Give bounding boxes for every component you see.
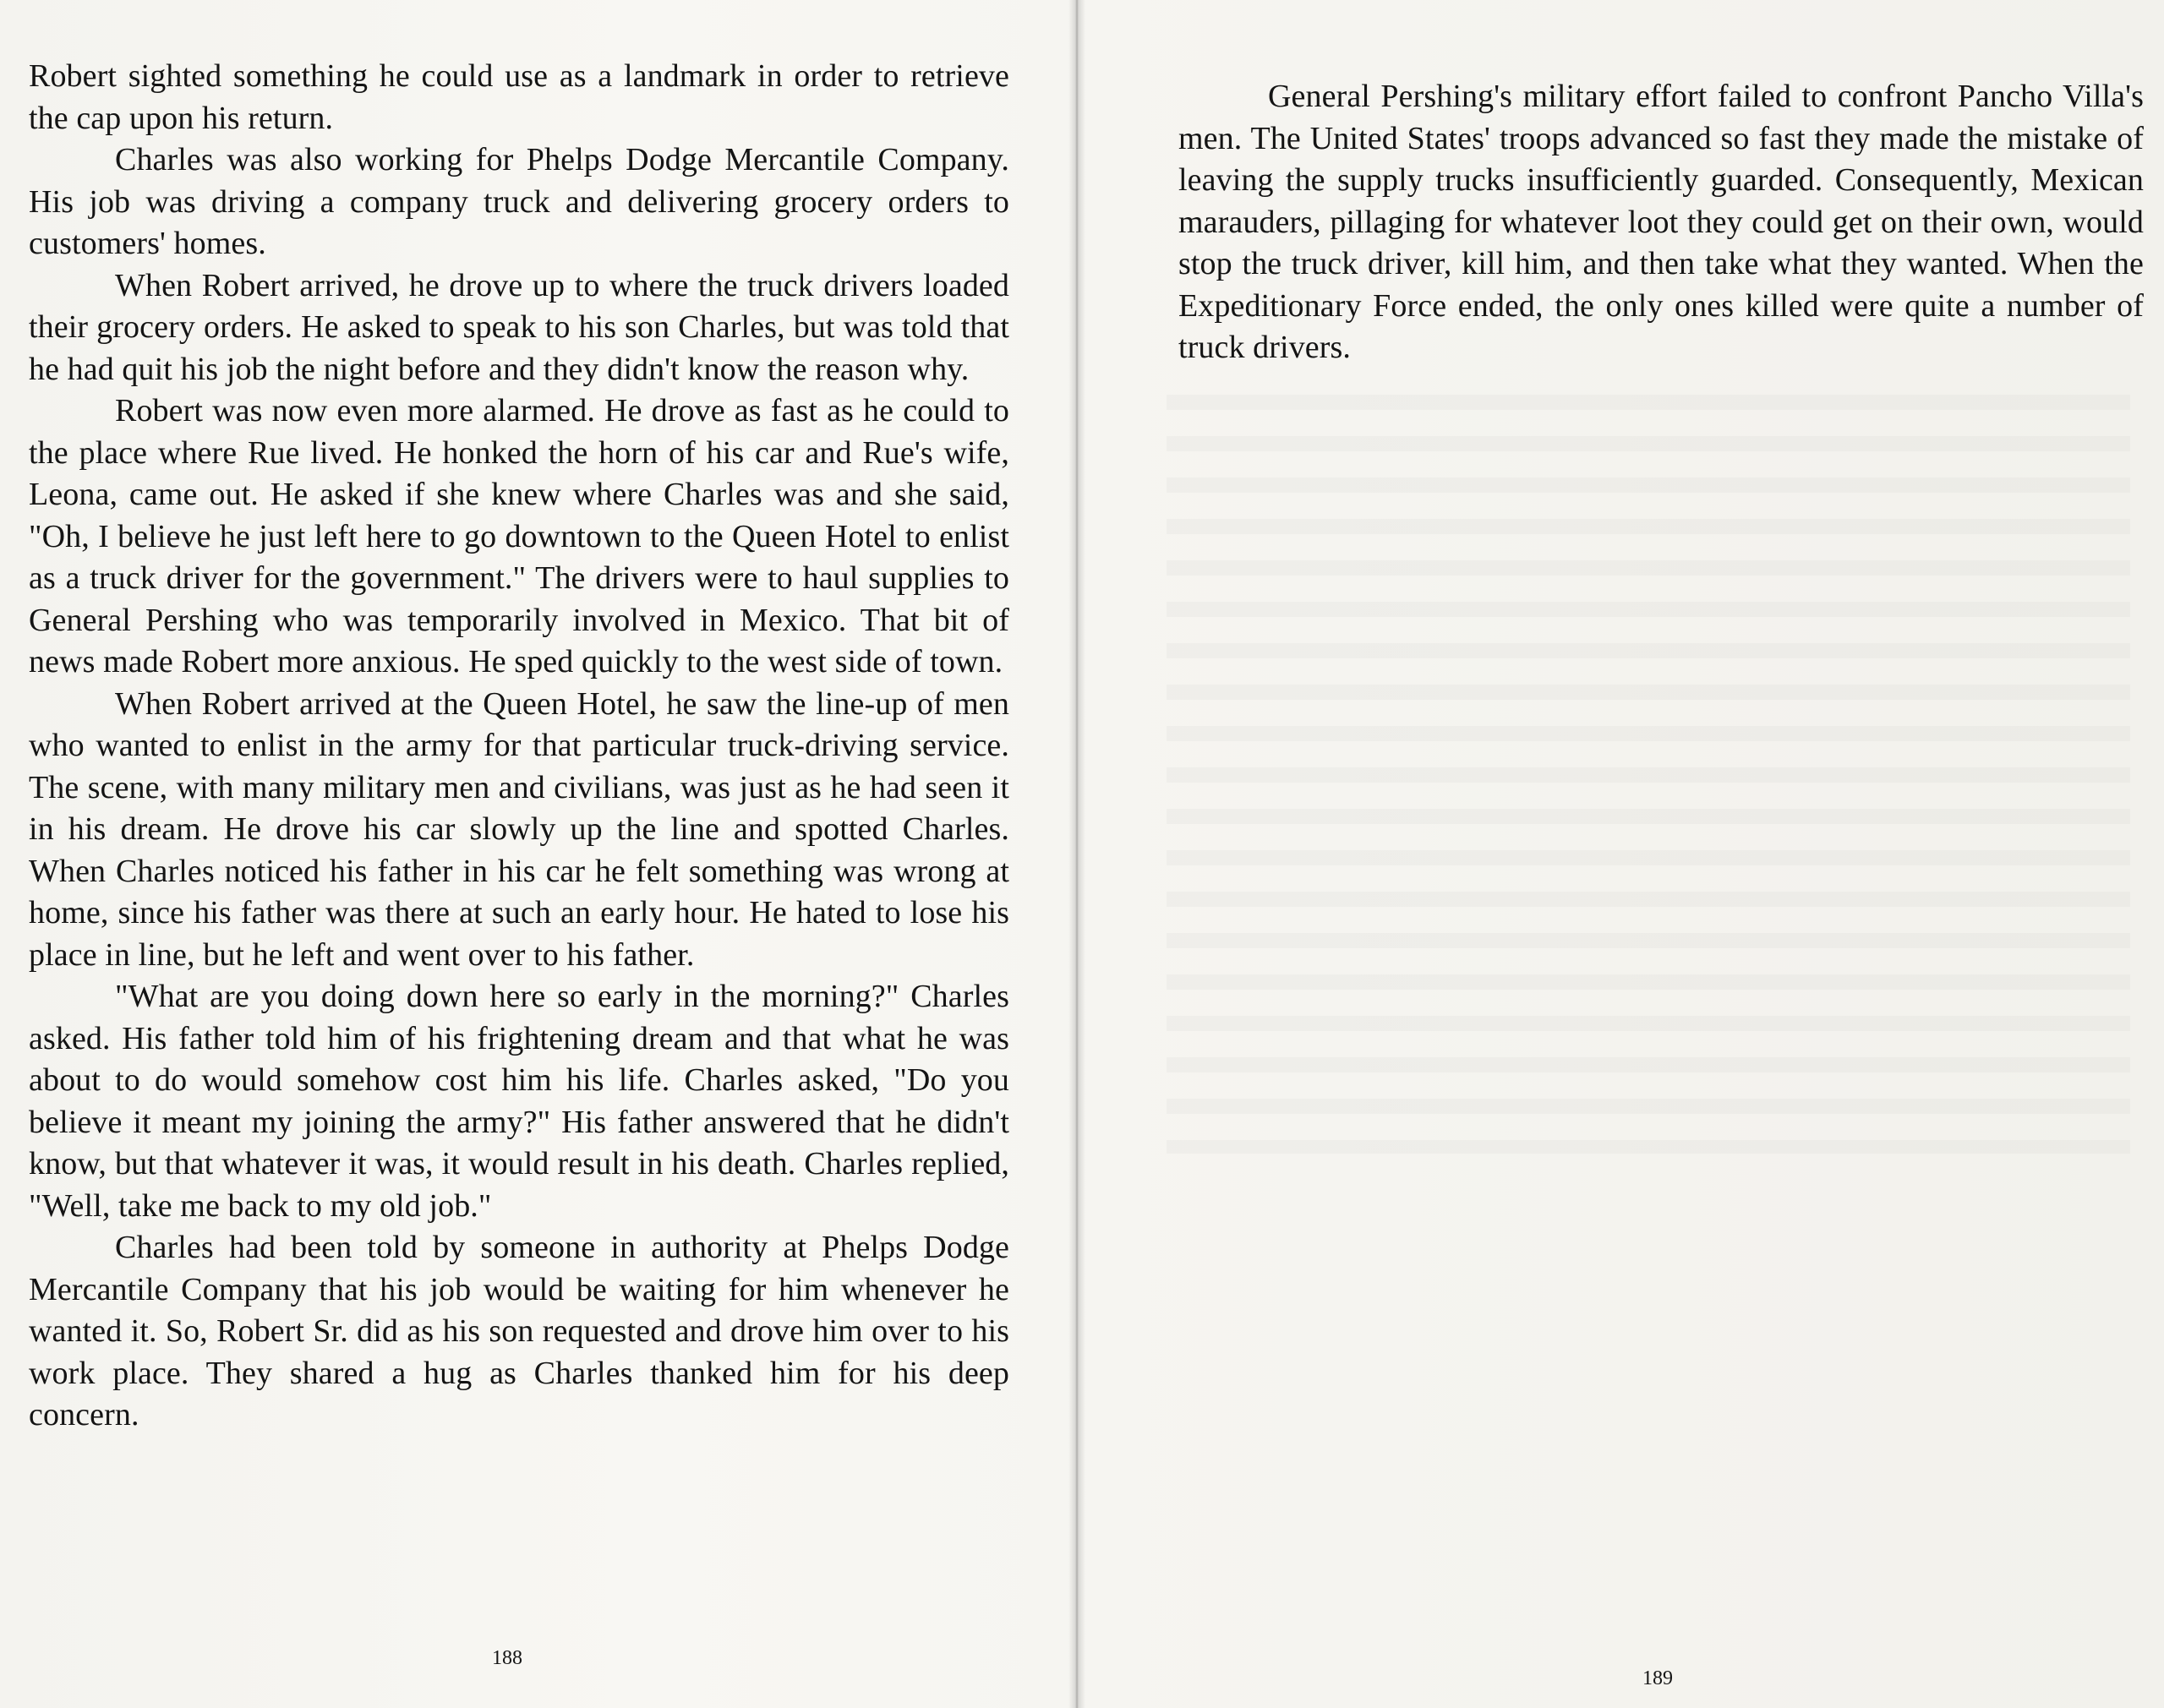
page-number: 189 (1642, 1667, 1673, 1689)
page-number: 188 (492, 1647, 522, 1669)
paragraph: "What are you doing down here so early in the morning?" Charles asked. His father told him of his frightening dream and that what he was about to do would somehow cost him his life. Charles asked, "Do you believe it meant my joining the army?" His father answered that he didn't know, but that whatever it was, it would result in his death. Charles replied, "Well, take me back to my old job." (29, 979, 1009, 1224)
left-page (0, 0, 1068, 1708)
right-page-body (1178, 76, 2144, 369)
paragraph: Charles was also working for Phelps Dodge Mercantile Company. His job was driving a company truck and delivering grocery orders to customers' homes. (29, 142, 1009, 261)
right-page (1085, 0, 2164, 1708)
paragraph: When Robert arrived at the Queen Hotel, he saw the line-up of men who wanted to enlist in the army for that particular truck-driving service. The scene, with many military men and civilians, was just as he had seen it in his dream. He drove his car slowly up the line and spotted Charles. When Charles noticed his father in his car he felt something was wrong at home, since his father was there at such an early hour. He hated to lose his place in line, but he left and went over to his father. (29, 685, 1009, 973)
left-page-body (29, 56, 1009, 1437)
paragraph: Charles had been told by someone in authority at Phelps Dodge Mercantile Company that his job would be waiting for him whenever he wanted it. So, Robert Sr. did as his son requested and drove him over to his work place. They shared a hug as Charles thanked him for his deep concern. (29, 1230, 1009, 1432)
book-gutter (1068, 0, 1085, 1708)
paragraph: When Robert arrived, he drove up to where the truck drivers loaded their grocery orders. He asked to speak to his son Charles, but was told that he had quit his job the night before and they didn't know the reason why. (29, 267, 1009, 387)
paragraph: Robert was now even more alarmed. He drove as fast as he could to the place where Rue lived. He honked the horn of his car and Rue's wife, Leona, came out. He asked if she knew where Charles was and she said, "Oh, I believe he just left here to go downtown to the Queen Hotel to enlist as a truck driver for the government." The drivers were to haul supplies to General Pershing who was temporarily involved in Mexico. That bit of news made Robert more anxious. He sped quickly to the west side of town. (29, 393, 1009, 679)
paragraph: General Pershing's military effort failed to confront Pancho Villa's men. The United States' troops advanced so fast they made the mistake of leaving the supply trucks insufficiently guarded. Consequently, Mexican marauders, pillaging for whatever loot they could get on their own, would stop the truck driver, kill him, and then take what they wanted. When the Expeditionary Force ended, the only ones killed were quite a number of truck drivers. (1178, 79, 2144, 365)
paragraph: Robert sighted something he could use as a landmark in order to retrieve the cap upon his return. (29, 58, 1009, 136)
